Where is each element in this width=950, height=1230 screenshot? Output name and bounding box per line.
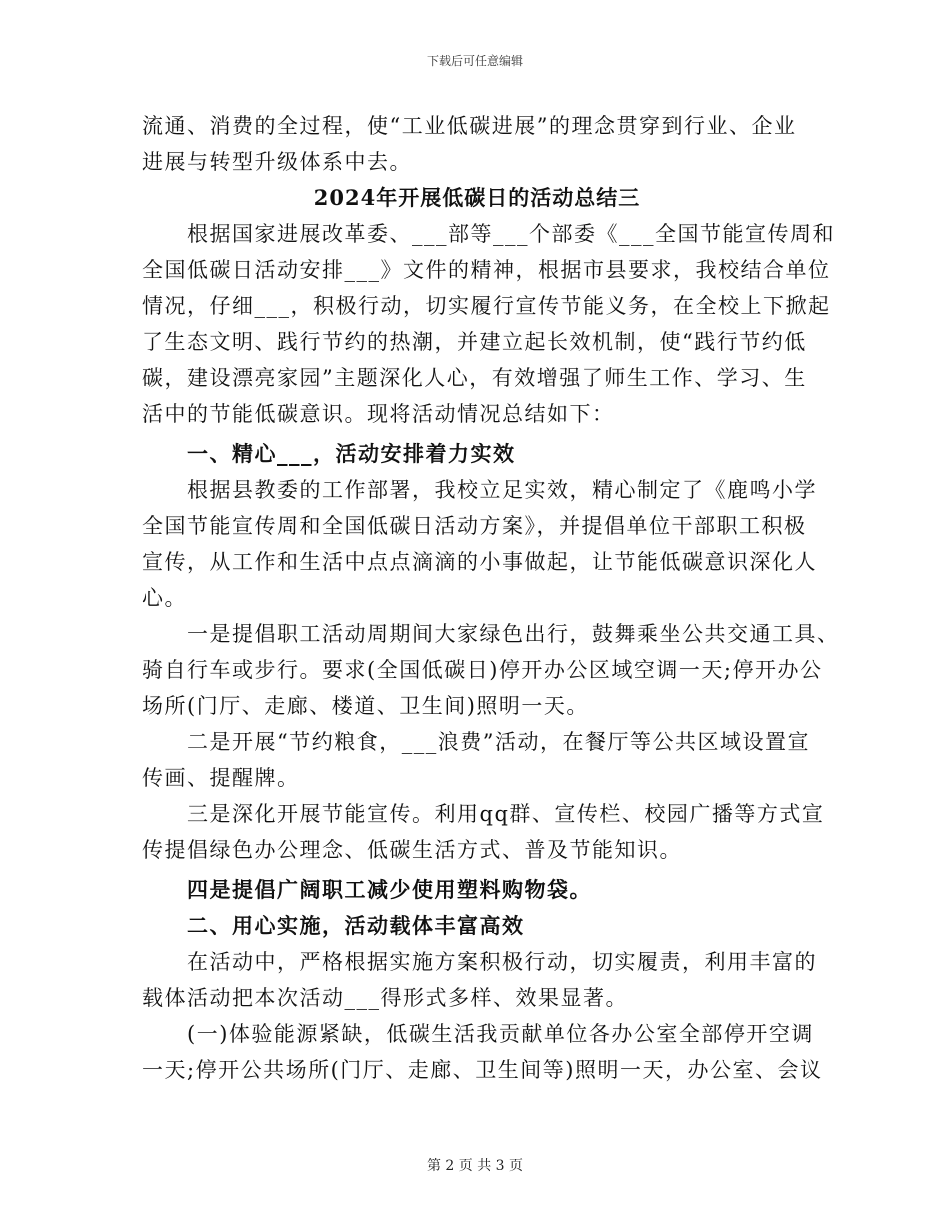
- paragraph-start-line: 二是开展“节约粮食，___浪费”活动，在餐厅等公共区域设置宣: [187, 730, 810, 754]
- subheading: 二、用心实施，活动载体丰富高效: [187, 913, 525, 938]
- body-line: 载体活动把本次活动___得形式多样、效果显著。: [142, 986, 628, 1010]
- subheading: 一、精心___，活动安排着力实效: [187, 441, 516, 466]
- paragraph-start-line: 在活动中，严格根据实施方案积极行动，切实履责，利用丰富的: [187, 950, 817, 974]
- paragraph-start-line: (一)体验能源紧缺，低碳生活我贡献单位各办公室全部停开空调: [187, 1022, 814, 1046]
- body-line: 传提倡绿色办公理念、低碳生活方式、普及节能知识。: [142, 838, 682, 862]
- document-body: [142, 108, 840, 1088]
- body-line: 心。: [142, 586, 187, 610]
- body-line: 情况，仔细___，积极行动，切实履行宣传节能义务，在全校上下掀起: [142, 294, 831, 318]
- body-line: 进展与转型升级体系中去。: [142, 150, 412, 174]
- body-line: 全国低碳日活动安排___》文件的精神，根据市县要求，我校结合单位: [142, 258, 831, 282]
- body-line: 宣传，从工作和生活中点点滴滴的小事做起，让节能低碳意识深化人: [142, 550, 817, 574]
- body-line: 骑自行车或步行。要求(全国低碳日)停开办公区域空调一天;停开办公: [142, 658, 823, 682]
- page-number: 第 2 页 共 3 页: [426, 1158, 524, 1174]
- section-title: 2024年开展低碳日的活动总结三: [313, 185, 641, 210]
- body-line: 传画、提醒牌。: [142, 766, 300, 790]
- emphasized-paragraph: 四是提倡广阔职工减少使用塑料购物袋。: [187, 877, 592, 902]
- body-line: 场所(门厅、走廊、楼道、卫生间)照明一天。: [142, 694, 589, 718]
- body-line: 全国节能宣传周和全国低碳日活动方案》，并提倡单位干部职工积极: [142, 514, 807, 538]
- body-line: 活中的节能低碳意识。现将活动情况总结如下：: [142, 402, 615, 426]
- body-line: 流通、消费的全过程，使“工业低碳进展”的理念贯穿到行业、企业: [142, 114, 797, 138]
- page-header: 下载后可任意编辑: [426, 54, 523, 68]
- paragraph-start-line: 三是深化开展节能宣传。利用qq群、宣传栏、校园广播等方式宣: [187, 802, 825, 826]
- body-line: 一天;停开公共场所(门厅、走廊、卫生间等)照明一天，办公室、会议: [142, 1058, 823, 1082]
- paragraph-start-line: 一是提倡职工活动周期间大家绿色出行，鼓舞乘坐公共交通工具、: [187, 622, 840, 646]
- body-line: 碳，建设漂亮家园”主题深化人心，有效增强了师生工作、学习、生: [142, 366, 807, 390]
- paragraph-start-line: 根据国家进展改革委、___部等___个部委《___全国节能宣传周和: [187, 222, 835, 246]
- body-line: 了生态文明、践行节约的热潮，并建立起长效机制，使“践行节约低: [142, 330, 807, 354]
- paragraph-start-line: 根据县教委的工作部署，我校立足实效，精心制定了《鹿鸣小学: [187, 478, 817, 502]
